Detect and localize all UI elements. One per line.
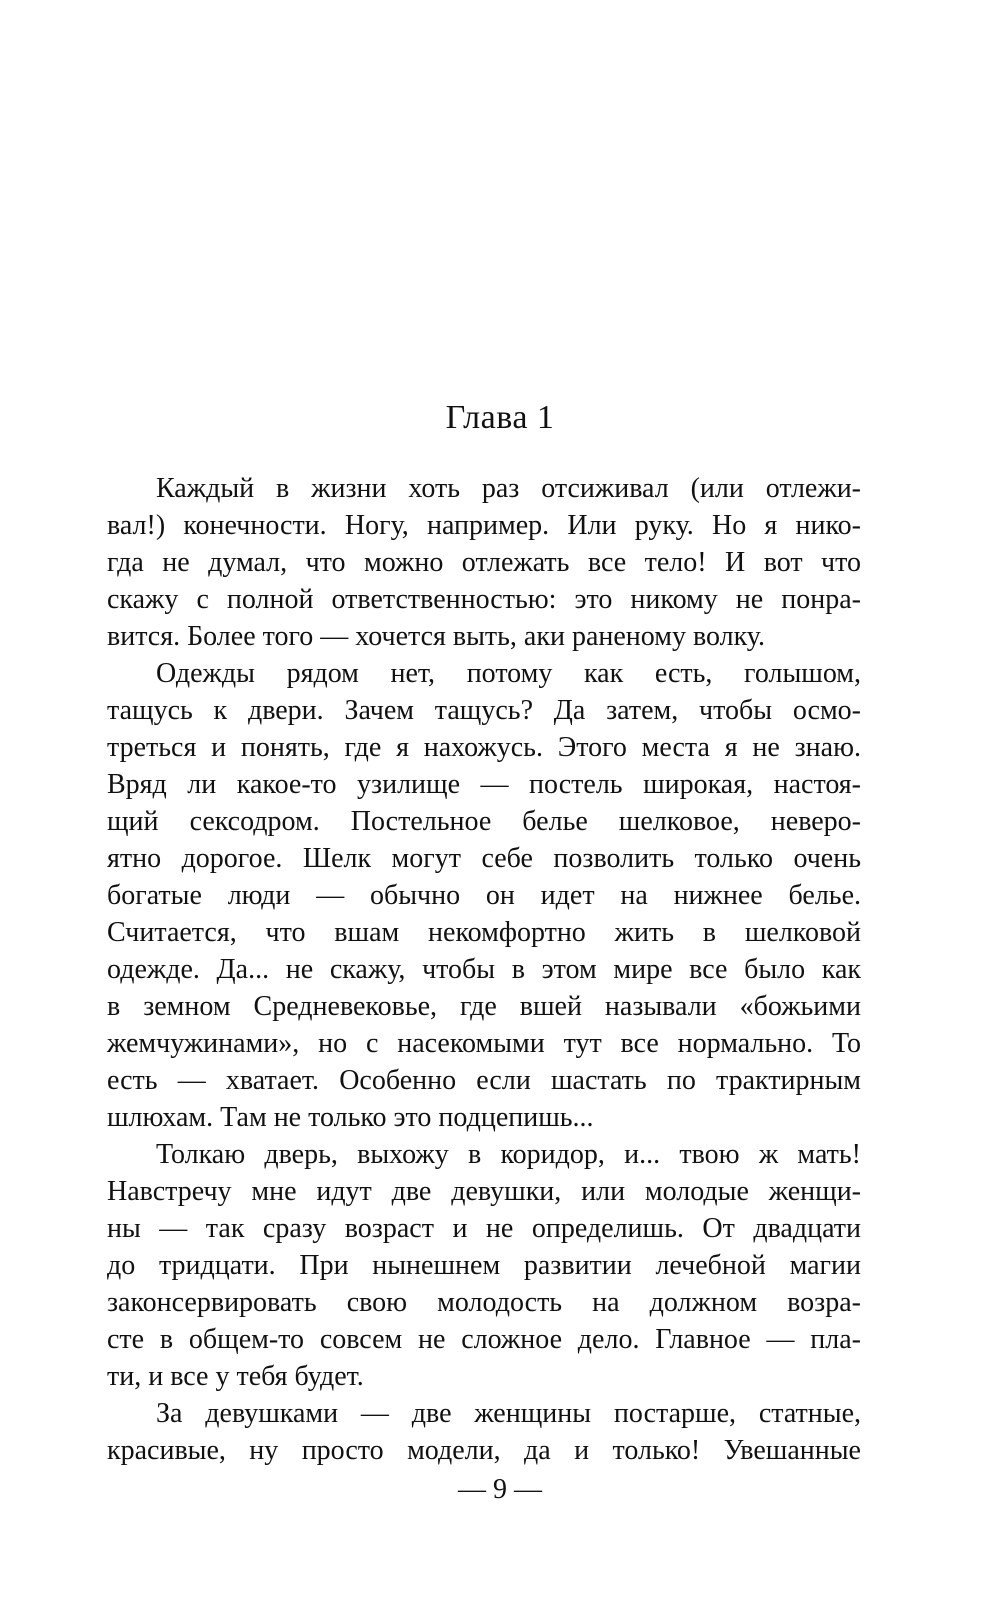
text-line: ятно дорогое. Шелк могут себе позволить только очень: [107, 843, 861, 874]
chapter-title: Глава 1: [445, 399, 555, 436]
body-text: [107, 470, 861, 1469]
text-line: щий сексодром. Постельное белье шелковое, неверо-: [107, 806, 861, 837]
text-line: красивые, ну просто модели, да и только! Увешанные: [107, 1435, 861, 1466]
text-line: треться и понять, где я нахожусь. Этого места я не знаю.: [107, 732, 861, 763]
text-line: в земном Средневековье, где вшей называли «божьими: [107, 991, 861, 1022]
text-line: Навстречу мне идут две девушки, или молодые женщи-: [107, 1176, 861, 1207]
text-line: гда не думал, что можно отлежать все тело! И вот что: [107, 547, 861, 578]
text-line: тащусь к двери. Зачем тащусь? Да затем, чтобы осмо-: [107, 695, 861, 726]
text-line: законсервировать свою молодость на должном возра-: [107, 1287, 861, 1318]
page-number: — 9 —: [458, 1474, 542, 1505]
text-line: Каждый в жизни хоть раз отсиживал (или отлежи-: [156, 473, 861, 504]
text-line: до тридцати. При нынешнем развитии лечебной магии: [107, 1250, 861, 1281]
text-line: Одежды рядом нет, потому как есть, голышом,: [156, 658, 861, 689]
text-line: ны — так сразу возраст и не определишь. От двадцати: [107, 1213, 861, 1244]
text-line: есть — хватает. Особенно если шастать по трактирным: [107, 1065, 861, 1096]
text-line: Вряд ли какое-то узилище — постель широкая, настоя-: [107, 769, 861, 800]
text-line: Считается, что вшам некомфортно жить в шелковой: [107, 917, 861, 948]
text-line: вал!) конечности. Ногу, например. Или руку. Но я нико-: [107, 510, 861, 541]
text-line: вится. Более того — хочется выть, аки раненому волку.: [107, 621, 765, 652]
text-line: шлюхам. Там не только это подцепишь...: [107, 1102, 594, 1133]
text-line: скажу с полной ответственностью: это никому не понра-: [107, 584, 861, 615]
text-line: сте в общем-то совсем не сложное дело. Главное — пла-: [107, 1324, 861, 1355]
text-line: Толкаю дверь, выхожу в коридор, и... твою ж мать!: [156, 1139, 861, 1170]
text-line: За девушками — две женщины постарше, статные,: [156, 1398, 861, 1429]
text-line: ти, и все у тебя будет.: [107, 1361, 364, 1392]
text-line: одежде. Да... не скажу, чтобы в этом мире все было как: [107, 954, 861, 985]
text-line: жемчужинами», но с насекомыми тут все нормально. То: [107, 1028, 861, 1059]
text-line: богатые люди — обычно он идет на нижнее белье.: [107, 880, 861, 911]
